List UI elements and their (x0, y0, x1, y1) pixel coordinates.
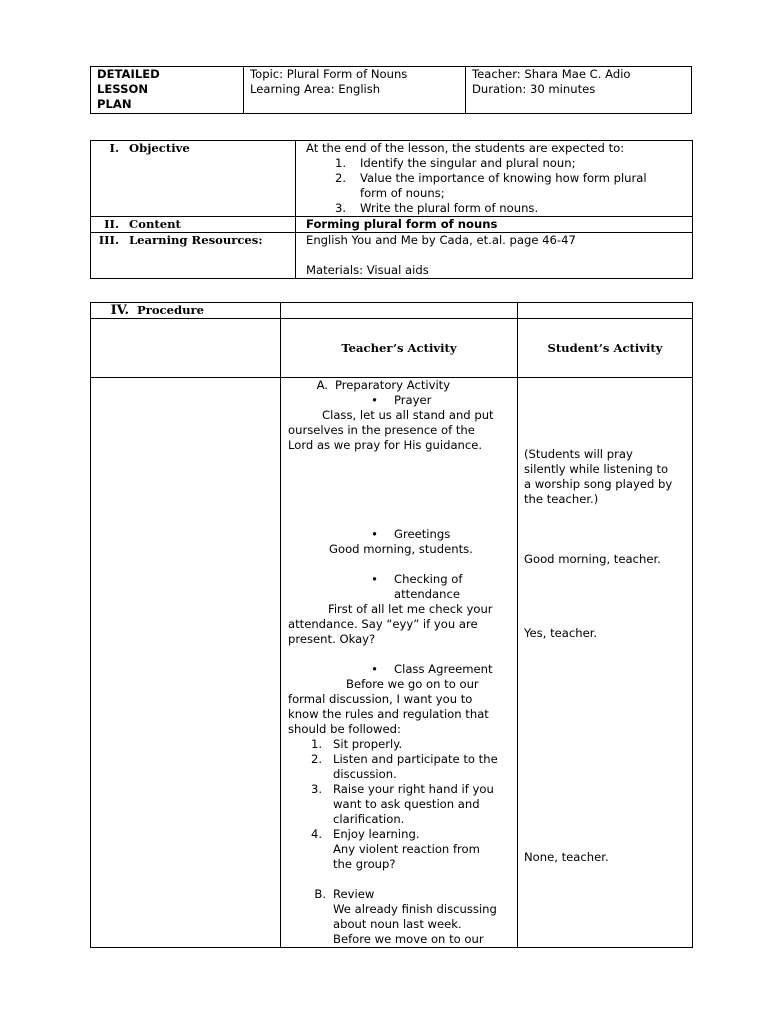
resources-title: Learning Resources: (129, 233, 263, 247)
resources-body-cell (296, 233, 693, 279)
attendance-text: present. Okay? (288, 632, 376, 646)
bullet-icon: • (371, 662, 378, 676)
attendance-heading: • Checking of attendance (288, 572, 511, 602)
plan-label-line: DETAILED (97, 67, 160, 81)
empty-cell (91, 319, 281, 378)
bullet-icon: • (371, 393, 378, 407)
agreement-question: the group? (333, 857, 396, 871)
content-numeral: II. (104, 217, 119, 231)
review-text: about noun last week. (333, 917, 462, 931)
objective-list (306, 156, 686, 216)
greetings-heading: • Greetings (288, 527, 511, 542)
prayer-text: Lord as we pray for His guidance. (288, 438, 483, 452)
resources-numeral: III. (98, 233, 119, 247)
objective-item: 1. Identify the singular and plural noun; (334, 156, 576, 170)
agreement-text: should be followed: (288, 722, 401, 736)
topic-cell (244, 67, 466, 114)
prayer-text: Class, let us all stand and put (322, 408, 494, 422)
activity-a-heading: A. Preparatory Activity (316, 378, 451, 392)
teacher-cell (466, 67, 692, 114)
student-activity-header: Student’s Activity (518, 319, 693, 378)
rule-item: 1. Sit properly. (310, 737, 403, 751)
content-title: Content (129, 217, 181, 231)
plan-label-line: LESSON (97, 82, 149, 96)
objective-item: 2. Value the importance of knowing how form plural form of nouns; (334, 171, 647, 200)
topic-text: Topic: Plural Form of Nouns (250, 67, 408, 81)
plan-label-line: PLAN (97, 97, 132, 111)
greetings-text: Good morning, students. (329, 542, 473, 556)
duration-text: Duration: 30 minutes (472, 82, 596, 96)
objective-intro: At the end of the lesson, the students are expected to: (306, 141, 625, 155)
empty-cell (518, 303, 693, 319)
procedure-numeral: IV. (110, 303, 129, 318)
attendance-response: Yes, teacher. (524, 626, 598, 640)
prayer-response: silently while listening to (524, 462, 669, 476)
agreement-heading: • Class Agreement (288, 662, 511, 677)
review-text: We already finish discussing (333, 902, 497, 916)
prayer-text: ourselves in the presence of the (288, 423, 475, 437)
objective-body-cell (296, 141, 693, 217)
empty-cell (281, 303, 518, 319)
greetings-response: Good morning, teacher. (524, 552, 661, 566)
content-heading-cell (91, 217, 296, 233)
prayer-response: (Students will pray (524, 447, 633, 461)
resources-materials: Materials: Visual aids (306, 263, 429, 277)
plan-label-cell (91, 67, 244, 114)
agreement-text: know the rules and regulation that (288, 707, 489, 721)
objective-title: Objective (129, 141, 190, 155)
header-table (90, 66, 692, 114)
lesson-sections-table (90, 140, 693, 279)
prayer-heading: • Prayer (288, 393, 511, 408)
agreement-response: None, teacher. (524, 850, 609, 864)
agreement-text: Before we go on to our (346, 677, 479, 691)
objective-heading-cell (91, 141, 296, 217)
teacher-activity-cell (281, 378, 518, 948)
content-text: Forming plural form of nouns (306, 217, 498, 231)
rules-list (288, 737, 511, 872)
agreement-question: Any violent reaction from (333, 842, 480, 856)
learning-area-text: Learning Area: English (250, 82, 381, 96)
teacher-text: Teacher: Shara Mae C. Adio (472, 67, 631, 81)
attendance-text: First of all let me check your (328, 602, 493, 616)
rule-item: 3. Raise your right hand if you want to ask question and clarification. (310, 782, 494, 826)
prayer-response: a worship song played by (524, 477, 673, 491)
student-activity-cell (518, 378, 693, 948)
bullet-icon: • (371, 527, 378, 541)
activity-b-heading: B. Review (314, 887, 375, 901)
procedure-table (90, 302, 693, 948)
rule-item: 2. Listen and participate to the discussion. (310, 752, 498, 781)
rule-item: 4. Enjoy learning. Any violent reaction from the group? (288, 827, 511, 872)
objective-item: 3. Write the plural form of nouns. (334, 201, 539, 215)
procedure-heading-cell (91, 303, 281, 319)
agreement-text: formal discussion, I want you to (288, 692, 473, 706)
bullet-icon: • (371, 572, 378, 586)
empty-cell (91, 378, 281, 948)
procedure-title: Procedure (137, 303, 205, 317)
prayer-response: the teacher.) (524, 492, 599, 506)
review-text: Before we move on to our (333, 932, 484, 946)
objective-numeral: I. (109, 141, 119, 155)
teacher-activity-header: Teacher’s Activity (281, 319, 518, 378)
content-body-cell (296, 217, 693, 233)
resources-heading-cell (91, 233, 296, 279)
attendance-text: attendance. Say “eyy” if you are (288, 617, 478, 631)
resources-book: English You and Me by Cada, et.al. page 46-47 (306, 233, 576, 247)
